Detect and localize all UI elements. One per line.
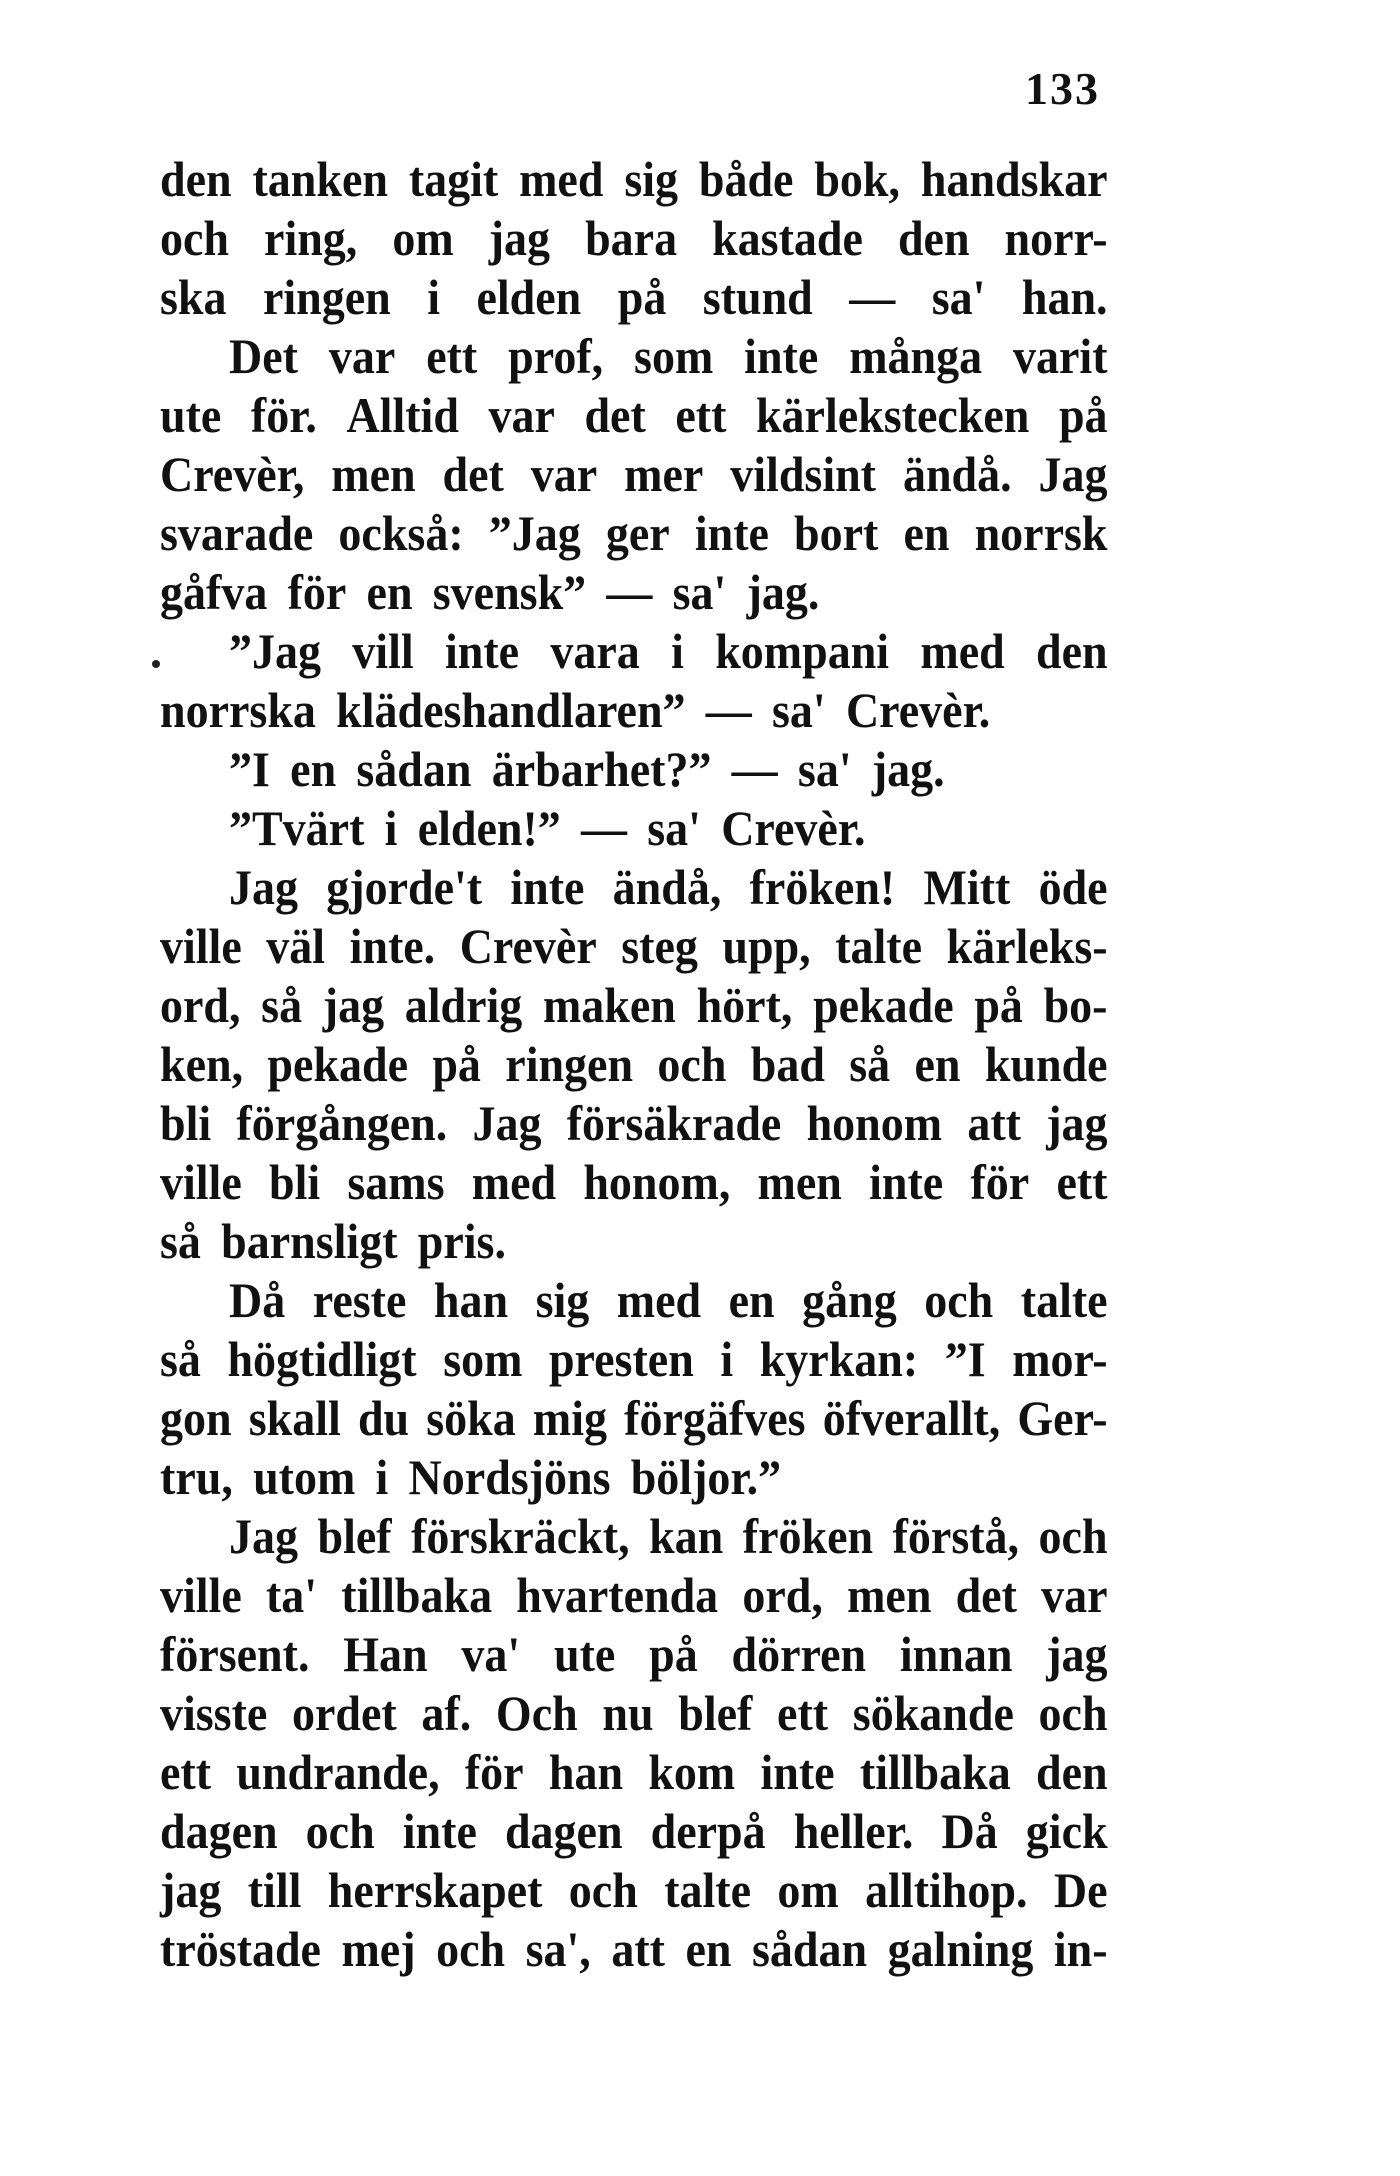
word: var (1041, 1567, 1108, 1623)
word: ändå, (612, 859, 722, 915)
word: på (617, 269, 667, 325)
text-line (160, 1802, 1108, 1861)
word: bara (585, 210, 678, 266)
word: svensk” (432, 564, 587, 620)
word: sådan (752, 1921, 868, 1977)
word: kunde (984, 1036, 1108, 1092)
word: mej (341, 1921, 416, 1977)
word: dagen (160, 1803, 278, 1859)
text-line (160, 1566, 1108, 1625)
word: inte (760, 1744, 835, 1800)
word: — (705, 682, 752, 738)
word: kan (649, 1508, 724, 1564)
word: Ger- (1017, 1390, 1108, 1446)
word: och (657, 1036, 727, 1092)
word: för (970, 1154, 1030, 1210)
word: jag. (871, 741, 945, 797)
text-line (160, 1212, 1108, 1271)
word: honom, (583, 1154, 731, 1210)
word: kompani (715, 623, 890, 679)
word: en (366, 564, 413, 620)
text-line (160, 1684, 1108, 1743)
word: ”I (229, 741, 270, 797)
word: elden (476, 269, 582, 325)
word: och (924, 1272, 994, 1328)
word: ett (160, 1744, 212, 1800)
word: sig (535, 1272, 590, 1328)
word: Jag (229, 859, 298, 915)
word: om (777, 1862, 839, 1918)
word: du (357, 1390, 410, 1446)
body-text (160, 150, 1190, 1979)
word: heller. (793, 1803, 914, 1859)
word: men (757, 1154, 842, 1210)
word: dörren (731, 1626, 867, 1682)
text-line (160, 976, 1108, 1035)
word: ord, (742, 1567, 823, 1623)
text-line (160, 1330, 1108, 1389)
text-line (160, 917, 1108, 976)
word: att (611, 1921, 665, 1977)
word: högtidligt (227, 1331, 417, 1387)
word: ring, (264, 210, 358, 266)
word: innan (899, 1626, 1013, 1682)
text-line (160, 1389, 1108, 1448)
word: ”Tvärt (229, 800, 365, 856)
word: förgången. (236, 1095, 448, 1151)
word: Crevèr, (160, 446, 305, 502)
word: en (903, 505, 950, 561)
word: som (634, 328, 714, 384)
word: inte (510, 859, 585, 915)
word: in- (1053, 1921, 1108, 1977)
word: ord, (160, 977, 241, 1033)
word: inte (694, 505, 769, 561)
word: tagit (408, 151, 499, 207)
word: Mitt (923, 859, 1011, 915)
text-line (160, 209, 1108, 268)
word: prof, (508, 328, 604, 384)
word: va' (461, 1626, 521, 1682)
word: det (442, 446, 504, 502)
word: inte (444, 623, 520, 679)
word: gjorde't (326, 859, 483, 915)
word: mig (532, 1390, 608, 1446)
word: maken (542, 977, 676, 1033)
word: jag (1046, 1626, 1108, 1682)
text-line (160, 563, 1108, 622)
text-line (160, 386, 1108, 445)
word: Jag (229, 1508, 298, 1564)
word: så (849, 1036, 891, 1092)
text-line (160, 327, 1108, 386)
word: fröken! (749, 859, 896, 915)
word: ger (605, 505, 670, 561)
word: många (849, 328, 983, 384)
word: De (1053, 1862, 1108, 1918)
word: en (685, 1921, 732, 1977)
word: både (698, 151, 794, 207)
word: tröstade (160, 1921, 321, 1977)
word: sådan (356, 741, 472, 797)
word: så (261, 977, 303, 1033)
word: sa' (931, 269, 986, 325)
word: reste (312, 1272, 407, 1328)
word: Han (343, 1626, 428, 1682)
word: i (375, 1449, 389, 1505)
text-line (160, 1153, 1108, 1212)
word: ute (554, 1626, 616, 1682)
word: Då (229, 1272, 286, 1328)
word: alltihop. (865, 1862, 1028, 1918)
text-line (160, 1861, 1108, 1920)
word: söka (426, 1390, 516, 1446)
word: ville (160, 1154, 242, 1210)
word: men (331, 446, 416, 502)
word: och (160, 210, 229, 266)
word: Då (941, 1803, 998, 1859)
word: Nordsjöns (408, 1449, 611, 1505)
word: en (914, 1036, 961, 1092)
word: Det (229, 328, 298, 384)
word: han (548, 1744, 624, 1800)
word: elden!” (417, 800, 561, 856)
text-line (160, 1743, 1108, 1802)
word: sa', (525, 1921, 591, 1977)
text-line (160, 1271, 1108, 1330)
word: ett (675, 387, 727, 443)
word: Alltid (346, 387, 459, 443)
word: ändå. (902, 446, 1012, 502)
word: och (1038, 1685, 1108, 1741)
word: väl (266, 918, 326, 974)
word: skall (248, 1390, 341, 1446)
word: jag (160, 1862, 222, 1918)
word: tillbaka (341, 1567, 493, 1623)
word: på (649, 1626, 698, 1682)
word: för (464, 1744, 524, 1800)
word: mor- (1012, 1331, 1108, 1387)
word: det (955, 1567, 1017, 1623)
word: förstå, (892, 1508, 1020, 1564)
word: och (1038, 1508, 1108, 1564)
text-line (160, 799, 1108, 858)
word: också: (338, 505, 464, 561)
word: kom (648, 1744, 736, 1800)
word: — (731, 741, 778, 797)
text-line (160, 622, 1108, 681)
word: hvartenda (516, 1567, 719, 1623)
word: — (606, 564, 653, 620)
word: gon (160, 1390, 232, 1446)
word: så (160, 1331, 201, 1387)
word: jag (488, 210, 551, 266)
word: honom (806, 1095, 943, 1151)
word: kastade (712, 210, 863, 266)
word: inte (744, 328, 819, 384)
word: stund (702, 269, 813, 325)
word: jag (322, 977, 385, 1033)
word: sa' (647, 800, 701, 856)
word: i (720, 1331, 734, 1387)
word: försäkrade (566, 1095, 782, 1151)
word: inte. (349, 918, 436, 974)
word: ”Jag (488, 505, 581, 561)
word: bli (160, 1095, 212, 1151)
word: dagen (504, 1803, 623, 1859)
word: fröken (742, 1508, 874, 1564)
word: för. (250, 387, 317, 443)
word: för (287, 564, 347, 620)
word: bli (269, 1154, 321, 1210)
word: sa' (772, 682, 826, 738)
word: hört, (696, 977, 793, 1033)
word: en (728, 1272, 775, 1328)
word: Jag (472, 1095, 542, 1151)
word: böljor.” (630, 1449, 782, 1505)
word: inte (402, 1803, 477, 1859)
word: gåfva (160, 564, 268, 620)
word: på (1058, 387, 1108, 443)
word: norr- (1004, 210, 1108, 266)
text-line (160, 1094, 1108, 1153)
word: vildsint (730, 446, 877, 502)
word: blef (678, 1685, 753, 1741)
word: ordet (292, 1685, 397, 1741)
word: ken, (160, 1036, 244, 1092)
word: varit (1013, 328, 1108, 384)
word: på (432, 1036, 481, 1092)
word: det (584, 387, 646, 443)
word: som (443, 1331, 523, 1387)
word: och (568, 1862, 638, 1918)
page-number: 133 (1025, 63, 1100, 114)
word: jag (1046, 1095, 1108, 1151)
word: steg (621, 918, 698, 974)
word: handskar (920, 151, 1108, 207)
text-line (160, 445, 1108, 504)
word: barnsligt (221, 1213, 398, 1269)
word: pekade (267, 1036, 409, 1092)
word: bort (794, 505, 879, 561)
word: ett (426, 328, 478, 384)
word: norrsk (974, 505, 1108, 561)
text-line (160, 858, 1108, 917)
word: en (290, 741, 337, 797)
word: Och (495, 1685, 578, 1741)
word: nu (602, 1685, 654, 1741)
word: Crevèr. (845, 682, 991, 738)
word: med (519, 151, 604, 207)
word: inte (869, 1154, 944, 1210)
word: derpå (650, 1803, 766, 1859)
word: af. (421, 1685, 472, 1741)
word: var (530, 446, 598, 502)
text-line (160, 740, 1108, 799)
word: med (920, 623, 1005, 679)
word: sa' (797, 741, 852, 797)
word: Crevèr (459, 918, 597, 974)
text-line (160, 681, 1108, 740)
word: ska (160, 269, 227, 325)
word: var (328, 328, 396, 384)
word: kärlekstecken (755, 387, 1030, 443)
word: i (427, 269, 441, 325)
word: gick (1025, 1803, 1108, 1859)
text-line (160, 504, 1108, 563)
word: sig (624, 151, 679, 207)
word: bok, (814, 151, 901, 207)
word: och (305, 1803, 375, 1859)
ink-speck (152, 660, 160, 668)
word: bo- (1043, 977, 1108, 1033)
word: så (160, 1213, 201, 1269)
word: med (471, 1154, 557, 1210)
word: bad (750, 1036, 825, 1092)
word: upp, (722, 918, 811, 974)
word: ”Jag (229, 623, 321, 679)
word: utom (253, 1449, 356, 1505)
word: talte (664, 1862, 752, 1918)
word: öde (1038, 859, 1108, 915)
word: ärbarhet?” (491, 741, 712, 797)
text-line (160, 1448, 1108, 1507)
word: galning (887, 1921, 1034, 1977)
word: men (847, 1567, 932, 1623)
text-line (160, 1920, 1108, 1979)
word: ringen (262, 269, 391, 325)
word: förgäfves (624, 1390, 806, 1446)
text-line (160, 268, 1108, 327)
word: öfverallt, (822, 1390, 1001, 1446)
word: ville (160, 918, 242, 974)
word: kärleks- (946, 918, 1108, 974)
word: aldrig (404, 977, 523, 1033)
word: den (897, 210, 970, 266)
word: gång (802, 1272, 897, 1328)
word: ”I (944, 1331, 986, 1387)
text-line (160, 1035, 1108, 1094)
word: i (671, 623, 684, 679)
word: talte (835, 918, 923, 974)
word: tanken (252, 151, 388, 207)
word: Jag (1038, 446, 1108, 502)
word: pris. (417, 1213, 506, 1269)
word: var (488, 387, 555, 443)
word: — (581, 800, 628, 856)
word: och (436, 1921, 506, 1977)
word: tru, (160, 1449, 233, 1505)
word: i (384, 800, 398, 856)
word: att (967, 1095, 1021, 1151)
word: svarade (160, 505, 314, 561)
word: jag. (746, 564, 820, 620)
word: sökande (852, 1685, 1014, 1741)
word: han (433, 1272, 509, 1328)
word: ute (160, 387, 222, 443)
word: den (1036, 623, 1108, 679)
word: visste (160, 1685, 268, 1741)
word: norrska (160, 682, 316, 738)
word: tillbaka (859, 1744, 1011, 1800)
word: vara (550, 623, 640, 679)
word: om (392, 210, 454, 266)
word: ett (1056, 1154, 1108, 1210)
word: till (247, 1862, 302, 1918)
word: sams (347, 1154, 445, 1210)
word: talte (1020, 1272, 1108, 1328)
word: herrskapet (327, 1862, 543, 1918)
word: ett (777, 1685, 829, 1741)
word: förskräckt, (411, 1508, 630, 1564)
word: på (974, 977, 1023, 1033)
text-line (160, 1625, 1108, 1684)
word: klädeshandlaren” (336, 682, 686, 738)
word: kyrkan: (759, 1331, 919, 1387)
word: den (160, 151, 232, 207)
word: presten (548, 1331, 694, 1387)
word: mer (624, 446, 704, 502)
word: ville (160, 1567, 242, 1623)
word: undrande, (236, 1744, 440, 1800)
word: vill (352, 623, 414, 679)
word: ringen (505, 1036, 634, 1092)
text-line (160, 150, 1108, 209)
word: ta' (265, 1567, 318, 1623)
word: — (849, 269, 896, 325)
word: pekade (813, 977, 954, 1033)
word: Crevèr. (721, 800, 866, 856)
word: blef (317, 1508, 392, 1564)
word: sa' (672, 564, 727, 620)
word: han. (1021, 269, 1108, 325)
word: den (1035, 1744, 1108, 1800)
word: med (616, 1272, 702, 1328)
text-line (160, 1507, 1108, 1566)
word: försent. (160, 1626, 310, 1682)
